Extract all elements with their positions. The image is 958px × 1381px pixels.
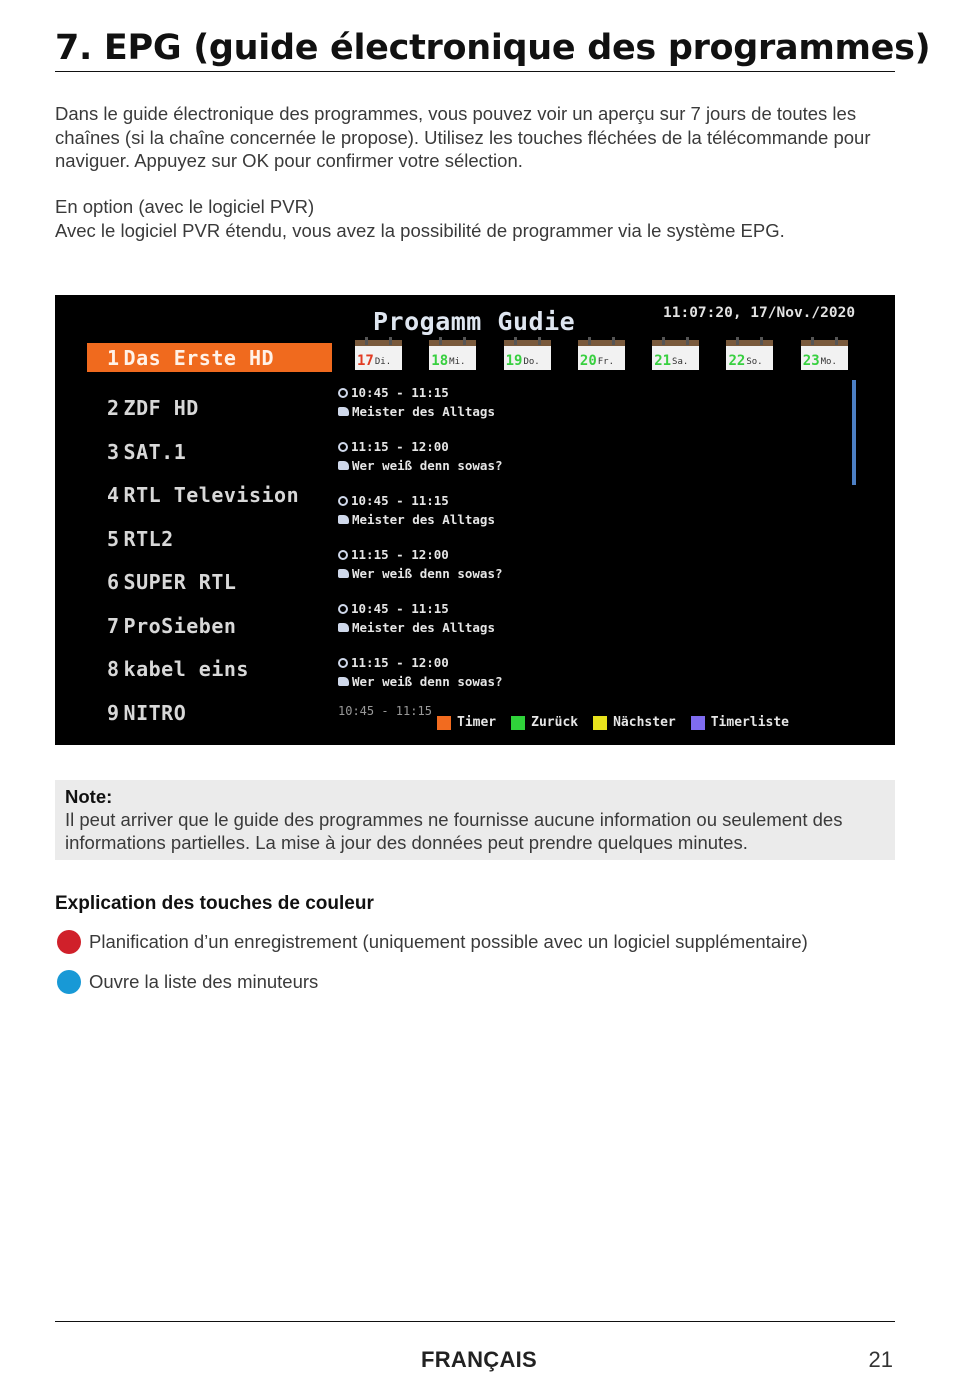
day-label: Di. — [374, 357, 392, 367]
day-label: Mi. — [449, 357, 466, 367]
channel-item[interactable] — [87, 604, 332, 648]
red-dot-icon — [57, 930, 81, 954]
program-name-text: Wer weiß denn sowas? — [352, 458, 503, 473]
channel-item[interactable] — [87, 430, 332, 474]
channel-name: RTL2 — [123, 526, 174, 551]
program-time-text: 10:45 - 11:15 — [351, 601, 449, 616]
channel-name: SAT.1 — [123, 439, 187, 464]
channel-list — [87, 343, 332, 735]
channel-number: 6 — [107, 570, 120, 595]
tv-show-icon — [338, 515, 349, 524]
day-number: 17 — [357, 353, 374, 369]
channel-name: RTL Television — [123, 483, 300, 508]
intro-paragraph: Dans le guide électronique des programmes, vous pouvez voir un aperçu sur 7 jours de toutes les chaînes (si la chaîne concernée le propose). Utilisez les touches fléchées de la télécommande pour naviguer. Appuyez sur OK pour confirmer votre sélection. — [55, 103, 871, 171]
program-time-text: 11:15 - 12:00 — [351, 655, 449, 670]
program-title — [338, 510, 838, 529]
day-label: Mo. — [820, 357, 837, 367]
page-title: 7. EPG (guide électronique des programmes) — [55, 28, 931, 68]
footer-divider — [55, 1321, 895, 1322]
program-time — [338, 437, 838, 456]
color-keys-heading: Explication des touches de couleur — [55, 893, 374, 914]
day-tab[interactable] — [652, 340, 699, 370]
yellow-key-swatch — [593, 716, 607, 730]
day-tabs — [355, 340, 848, 370]
blue-dot-icon — [57, 970, 81, 994]
channel-number: 3 — [107, 439, 120, 464]
program-time — [338, 383, 838, 402]
program-time-text: 11:15 - 12:00 — [351, 547, 449, 562]
pvr-option-text: Avec le logiciel PVR étendu, vous avez la possibilité de programmer via le système EPG. — [55, 219, 785, 241]
program-item[interactable] — [338, 437, 838, 491]
legend-label: Timer — [457, 715, 497, 730]
clock-icon — [338, 658, 348, 668]
program-name-text: Meister des Alltags — [352, 620, 495, 635]
color-key-text: Ouvre la liste des minuteurs — [89, 971, 319, 992]
channel-item[interactable] — [87, 561, 332, 605]
red-key-swatch — [437, 716, 451, 730]
legend-next — [593, 715, 676, 730]
day-tab[interactable] — [801, 340, 848, 370]
channel-item[interactable] — [87, 387, 332, 431]
clock-icon — [338, 442, 348, 452]
note-heading: Note: — [65, 786, 113, 807]
color-key-item — [55, 930, 808, 954]
channel-item[interactable] — [87, 691, 332, 735]
clock-icon — [338, 550, 348, 560]
legend-timer — [437, 715, 496, 730]
green-key-swatch — [511, 716, 525, 730]
note-text: Il peut arriver que le guide des programmes ne fournisse aucune information ou seulement des informations partielles. La mise à jour des données peut prendre quelques minutes. — [65, 809, 843, 853]
channel-number: 4 — [107, 483, 120, 508]
clock-icon — [338, 388, 348, 398]
program-title — [338, 402, 838, 421]
clock-icon — [338, 496, 348, 506]
legend-label: Zurück — [531, 715, 579, 730]
program-item[interactable] — [338, 599, 838, 653]
program-scrollbar[interactable] — [852, 380, 856, 485]
day-tab[interactable] — [578, 340, 625, 370]
channel-name: ZDF HD — [123, 396, 199, 421]
day-tab[interactable] — [429, 340, 476, 370]
color-key-text: Planification d’un enregistrement (uniquement possible avec un logiciel supplémentaire) — [89, 931, 808, 952]
program-time-text: 11:15 - 12:00 — [351, 439, 449, 454]
day-number: 18 — [431, 353, 449, 369]
program-time-text: 10:45 - 11:15 — [351, 385, 449, 400]
day-number: 21 — [654, 353, 672, 369]
channel-item[interactable] — [87, 474, 332, 518]
channel-item[interactable] — [87, 648, 332, 692]
program-name-text: Meister des Alltags — [352, 512, 495, 527]
note-box — [55, 780, 895, 860]
legend-label: Timerliste — [710, 715, 790, 730]
program-time — [338, 653, 838, 672]
channel-number: 7 — [107, 613, 120, 638]
program-partial-row — [338, 704, 438, 718]
channel-number: 2 — [107, 396, 120, 421]
day-tab[interactable] — [504, 340, 551, 370]
channel-name: kabel eins — [123, 657, 249, 682]
title-divider — [55, 71, 895, 72]
channel-name: ProSieben — [123, 613, 237, 638]
channel-name: SUPER RTL — [123, 570, 237, 595]
tv-show-icon — [338, 407, 349, 416]
color-key-legend — [437, 715, 789, 730]
color-key-item — [55, 970, 318, 994]
pvr-option-heading: En option (avec le logiciel PVR) — [55, 196, 315, 217]
day-number: 20 — [579, 353, 597, 369]
day-tab[interactable] — [355, 340, 402, 370]
program-name-text: Wer weiß denn sowas? — [352, 674, 503, 689]
channel-number: 9 — [107, 700, 120, 725]
day-number: 23 — [802, 353, 820, 369]
day-label: Fr. — [597, 357, 615, 367]
program-list — [338, 383, 838, 707]
channel-number: 1 — [107, 345, 120, 370]
program-item[interactable] — [338, 491, 838, 545]
program-time — [338, 599, 838, 618]
channel-name: Das Erste HD — [123, 345, 275, 370]
day-tab[interactable] — [726, 340, 773, 370]
program-item[interactable] — [338, 383, 838, 437]
channel-number: 5 — [107, 526, 120, 551]
day-label: So. — [746, 357, 763, 367]
tv-show-icon — [338, 461, 349, 470]
footer-language: FRANÇAIS — [420, 1347, 538, 1372]
program-title — [338, 618, 838, 637]
legend-timer-list — [691, 715, 789, 730]
channel-name: NITRO — [123, 700, 187, 725]
legend-back — [511, 715, 578, 730]
tv-show-icon — [338, 677, 349, 686]
channel-item-selected[interactable] — [87, 343, 332, 372]
program-time-text: 10:45 - 11:15 — [351, 493, 449, 508]
program-name-text: Meister des Alltags — [352, 404, 495, 419]
page-number: 21 — [868, 1347, 893, 1372]
epg-screenshot — [55, 295, 895, 745]
day-number: 19 — [505, 353, 523, 369]
blue-key-swatch — [691, 716, 705, 730]
program-title — [338, 456, 838, 475]
day-label: Sa. — [672, 357, 689, 367]
program-partial-text: 10:45 - 11:15 — [338, 704, 432, 718]
tv-show-icon — [338, 623, 349, 632]
program-title — [338, 672, 838, 691]
channel-item[interactable] — [87, 517, 332, 561]
channel-number: 8 — [107, 657, 120, 682]
program-time — [338, 491, 838, 510]
epg-title: Progamm Gudie — [373, 307, 576, 336]
day-label: Do. — [523, 357, 540, 367]
legend-label: Nächster — [613, 715, 676, 730]
program-item[interactable] — [338, 545, 838, 599]
program-title — [338, 564, 838, 583]
day-number: 22 — [728, 353, 746, 369]
program-time — [338, 545, 838, 564]
program-name-text: Wer weiß denn sowas? — [352, 566, 503, 581]
pvr-option-paragraph — [55, 195, 905, 242]
clock-icon — [338, 604, 348, 614]
epg-clock: 11:07:20, 17/Nov./2020 — [663, 305, 856, 321]
program-item[interactable] — [338, 653, 838, 707]
tv-show-icon — [338, 569, 349, 578]
